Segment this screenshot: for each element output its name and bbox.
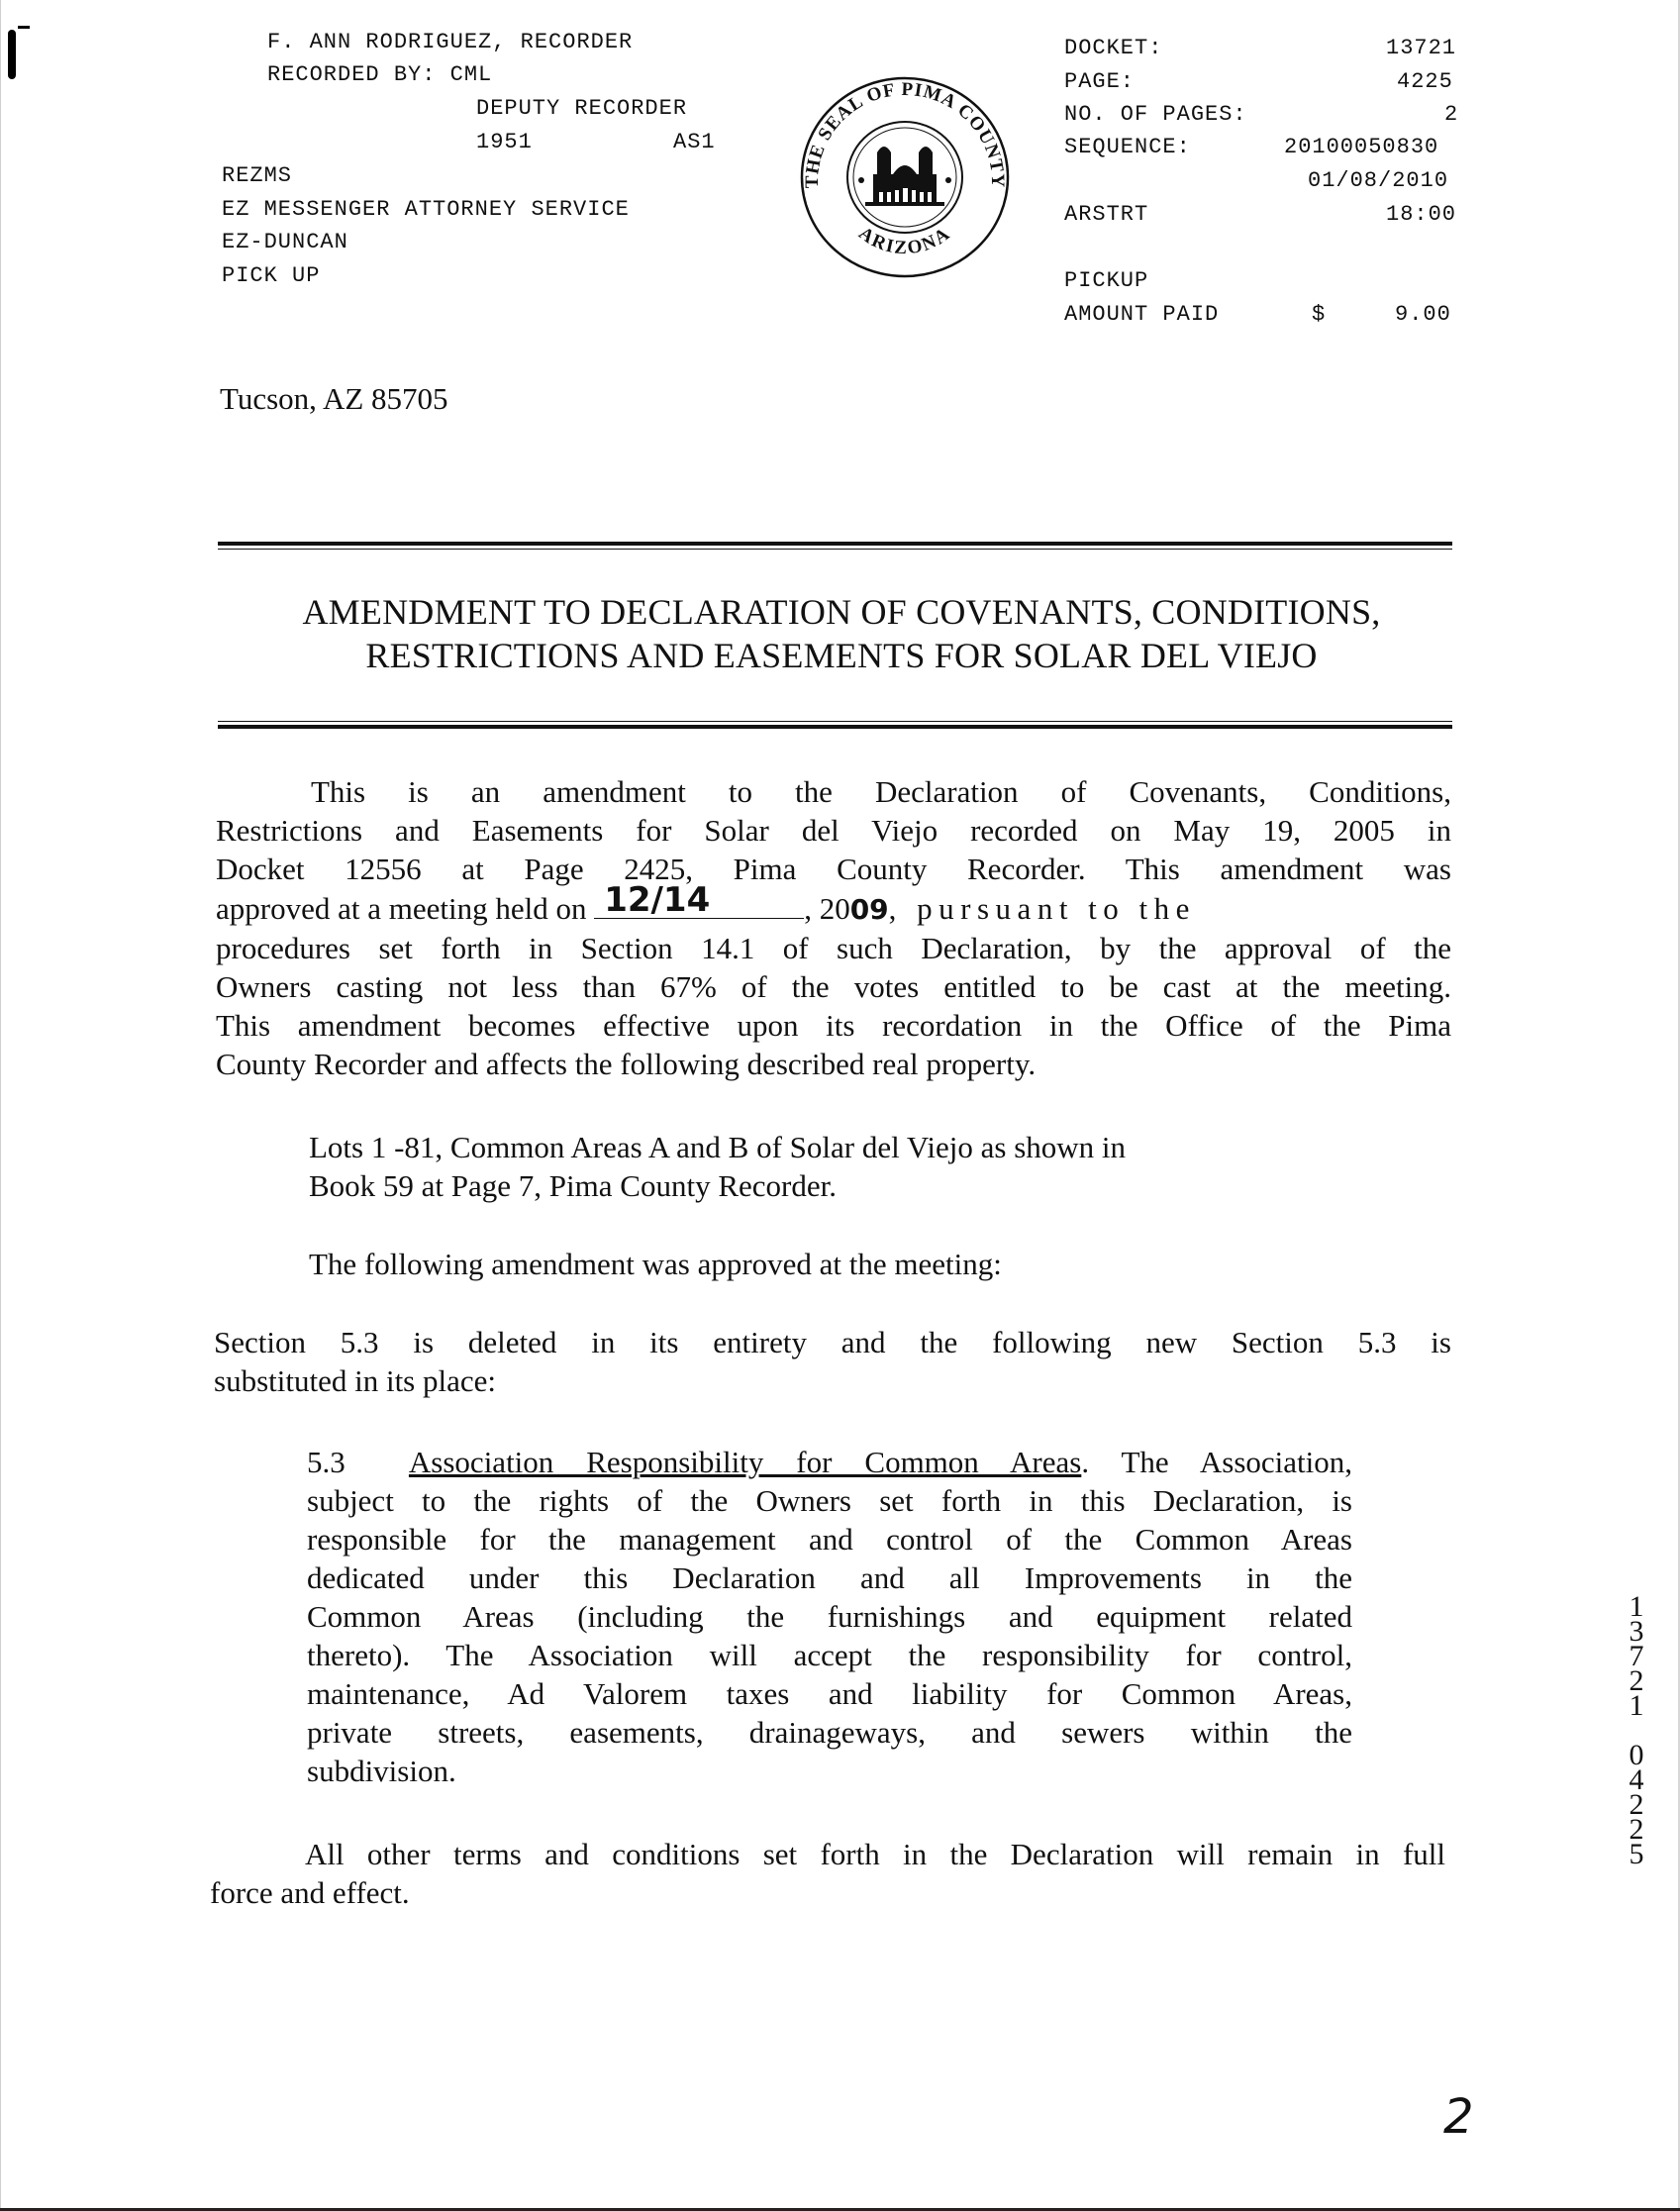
side-stamp-digit: 5 — [1629, 1838, 1644, 1870]
new-section-line: dedicated under this Declaration and all Improvements in the — [307, 1560, 1352, 1595]
recording-date: 01/08/2010 — [1308, 168, 1449, 193]
section-statement — [214, 1323, 1451, 1400]
new-section-line: private streets, easements, drainageways, and sewers within the — [307, 1715, 1352, 1750]
deputy-code: AS1 — [673, 130, 716, 154]
new-section-line: subject to the rights of the Owners set forth in this Declaration, is — [307, 1483, 1352, 1518]
new-section-line: maintenance, Ad Valorem taxes and liability for Common Areas, — [307, 1676, 1352, 1711]
ez-duncan: EZ-DUNCAN — [222, 230, 348, 254]
side-stamp-digit: 3 — [1629, 1615, 1644, 1648]
page-label: PAGE: — [1064, 69, 1136, 94]
intro-line-meeting — [216, 880, 1451, 929]
pick-up: PICK UP — [222, 263, 321, 288]
new-section-line: Common Areas (including the furnishings and equipment related — [307, 1599, 1352, 1634]
new-section-line: thereto). The Association will accept the responsibility for control, — [307, 1638, 1352, 1672]
address: Tucson, AZ 85705 — [220, 381, 448, 416]
arstrt-label: ARSTRT — [1064, 202, 1149, 227]
intro-meeting-text: approved at a meeting held on — [216, 891, 587, 926]
side-stamp-digit: 1 — [1629, 1590, 1644, 1623]
side-stamp-digit: 2 — [1629, 1788, 1644, 1821]
closing-line: force and effect. — [210, 1875, 410, 1910]
page-value: 4225 — [1397, 69, 1453, 94]
messenger-service: EZ MESSENGER ATTORNEY SERVICE — [222, 197, 630, 222]
svg-text:ARIZONA — [854, 223, 954, 258]
recorder-name: F. ANN RODRIGUEZ, RECORDER — [267, 30, 634, 54]
docket-label: DOCKET: — [1064, 36, 1163, 60]
deputy-number: 1951 — [476, 130, 533, 154]
side-stamp-digit: 2 — [1629, 1664, 1644, 1697]
amount-label: AMOUNT PAID — [1064, 302, 1220, 327]
section-heading: Association Responsibility for Common Areas — [408, 1445, 1082, 1479]
intro-line: procedures set forth in Section 14.1 of such Declaration, by the approval of the — [216, 931, 1451, 965]
pima-county-seal — [796, 71, 1014, 283]
pickup-label: PICKUP — [1064, 268, 1149, 293]
scan-mark — [8, 30, 16, 79]
intro-line: County Recorder and affects the following described real property. — [216, 1047, 1037, 1081]
section-heading-rest: . The Association, — [1081, 1445, 1352, 1479]
following-amendment: The following amendment was approved at the meeting: — [309, 1247, 1002, 1281]
scan-mark — [18, 26, 30, 29]
seal-top-text: THE SEAL OF PIMA COUNTY — [801, 78, 1009, 189]
currency-symbol: $ — [1312, 302, 1327, 327]
side-stamp-digit: 0 — [1629, 1739, 1644, 1771]
sequence-label: SEQUENCE: — [1064, 135, 1191, 159]
intro-line: Owners casting not less than 67% of the votes entitled to be cast at the meeting. — [216, 969, 1451, 1004]
deputy-recorder: DEPUTY RECORDER — [476, 96, 688, 121]
seal-star-icon — [945, 177, 951, 183]
year-handwritten: 09 — [849, 893, 889, 926]
closing-paragraph — [210, 1835, 1445, 1912]
rule-top — [218, 542, 1452, 550]
title-line-2: RESTRICTIONS AND EASEMENTS FOR SOLAR DEL VIEJO — [365, 636, 1318, 675]
seal-bottom-text: ARIZONA — [854, 223, 955, 259]
property-line: Book 59 at Page 7, Pima County Recorder. — [309, 1168, 837, 1203]
meeting-date-blank — [594, 880, 804, 920]
property-line: Lots 1 -81, Common Areas A and B of Solar del Viejo as shown in — [309, 1130, 1127, 1164]
amount-value: 9.00 — [1395, 302, 1451, 327]
new-section-5-3 — [307, 1443, 1352, 1790]
rule-bottom — [218, 721, 1452, 729]
title-line-1: AMENDMENT TO DECLARATION OF COVENANTS, CONDITIONS, — [302, 592, 1381, 632]
intro-line: This is an amendment to the Declaration of Covenants, Conditions, — [311, 774, 1451, 809]
pages-value: 2 — [1444, 102, 1459, 127]
seal-star-icon — [858, 177, 864, 183]
mission-building-icon — [865, 147, 944, 206]
handwritten-page-number: 2 — [1443, 2089, 1474, 2145]
intro-paragraph — [216, 772, 1451, 1083]
side-stamp-digit: 2 — [1629, 1813, 1644, 1846]
sequence-value: 20100050830 — [1284, 135, 1439, 159]
property-description — [309, 1128, 1358, 1205]
rezms: REZMS — [222, 163, 293, 188]
intro-pursuant: , pursuant to the — [888, 891, 1196, 926]
recorded-by: RECORDED BY: CML — [267, 62, 493, 87]
section-line: substituted in its place: — [214, 1363, 496, 1398]
document-title — [158, 590, 1525, 677]
intro-year-prefix: , 20 — [804, 891, 850, 926]
new-section-heading-line — [307, 1443, 1352, 1481]
intro-line: This amendment becomes effective upon its recordation in the Office of the Pima — [216, 1008, 1451, 1043]
side-stamp-digit: 1 — [1629, 1689, 1644, 1722]
scan-edge — [0, 0, 1, 2211]
side-docket-stamp — [1622, 1590, 1651, 1870]
intro-line: Docket 12556 at Page 2425, Pima County Recorder. This amendment was — [216, 852, 1451, 886]
closing-line: All other terms and conditions set forth in the Declaration will remain in full — [305, 1837, 1445, 1871]
recording-time: 18:00 — [1386, 202, 1457, 227]
docket-value: 13721 — [1386, 36, 1457, 60]
pages-label: NO. OF PAGES: — [1064, 102, 1247, 127]
meeting-date-handwritten: 12/14 — [604, 880, 711, 920]
side-stamp-digit: 7 — [1629, 1640, 1644, 1672]
new-section-line: subdivision. — [307, 1754, 456, 1788]
new-section-line: responsible for the management and control of the Common Areas — [307, 1522, 1352, 1557]
intro-line: Restrictions and Easements for Solar del Viejo recorded on May 19, 2005 in — [216, 813, 1451, 848]
section-number: 5.3 — [307, 1445, 346, 1479]
section-line: Section 5.3 is deleted in its entirety and the following new Section 5.3 is — [214, 1325, 1451, 1359]
side-stamp-digit: 4 — [1629, 1763, 1644, 1796]
